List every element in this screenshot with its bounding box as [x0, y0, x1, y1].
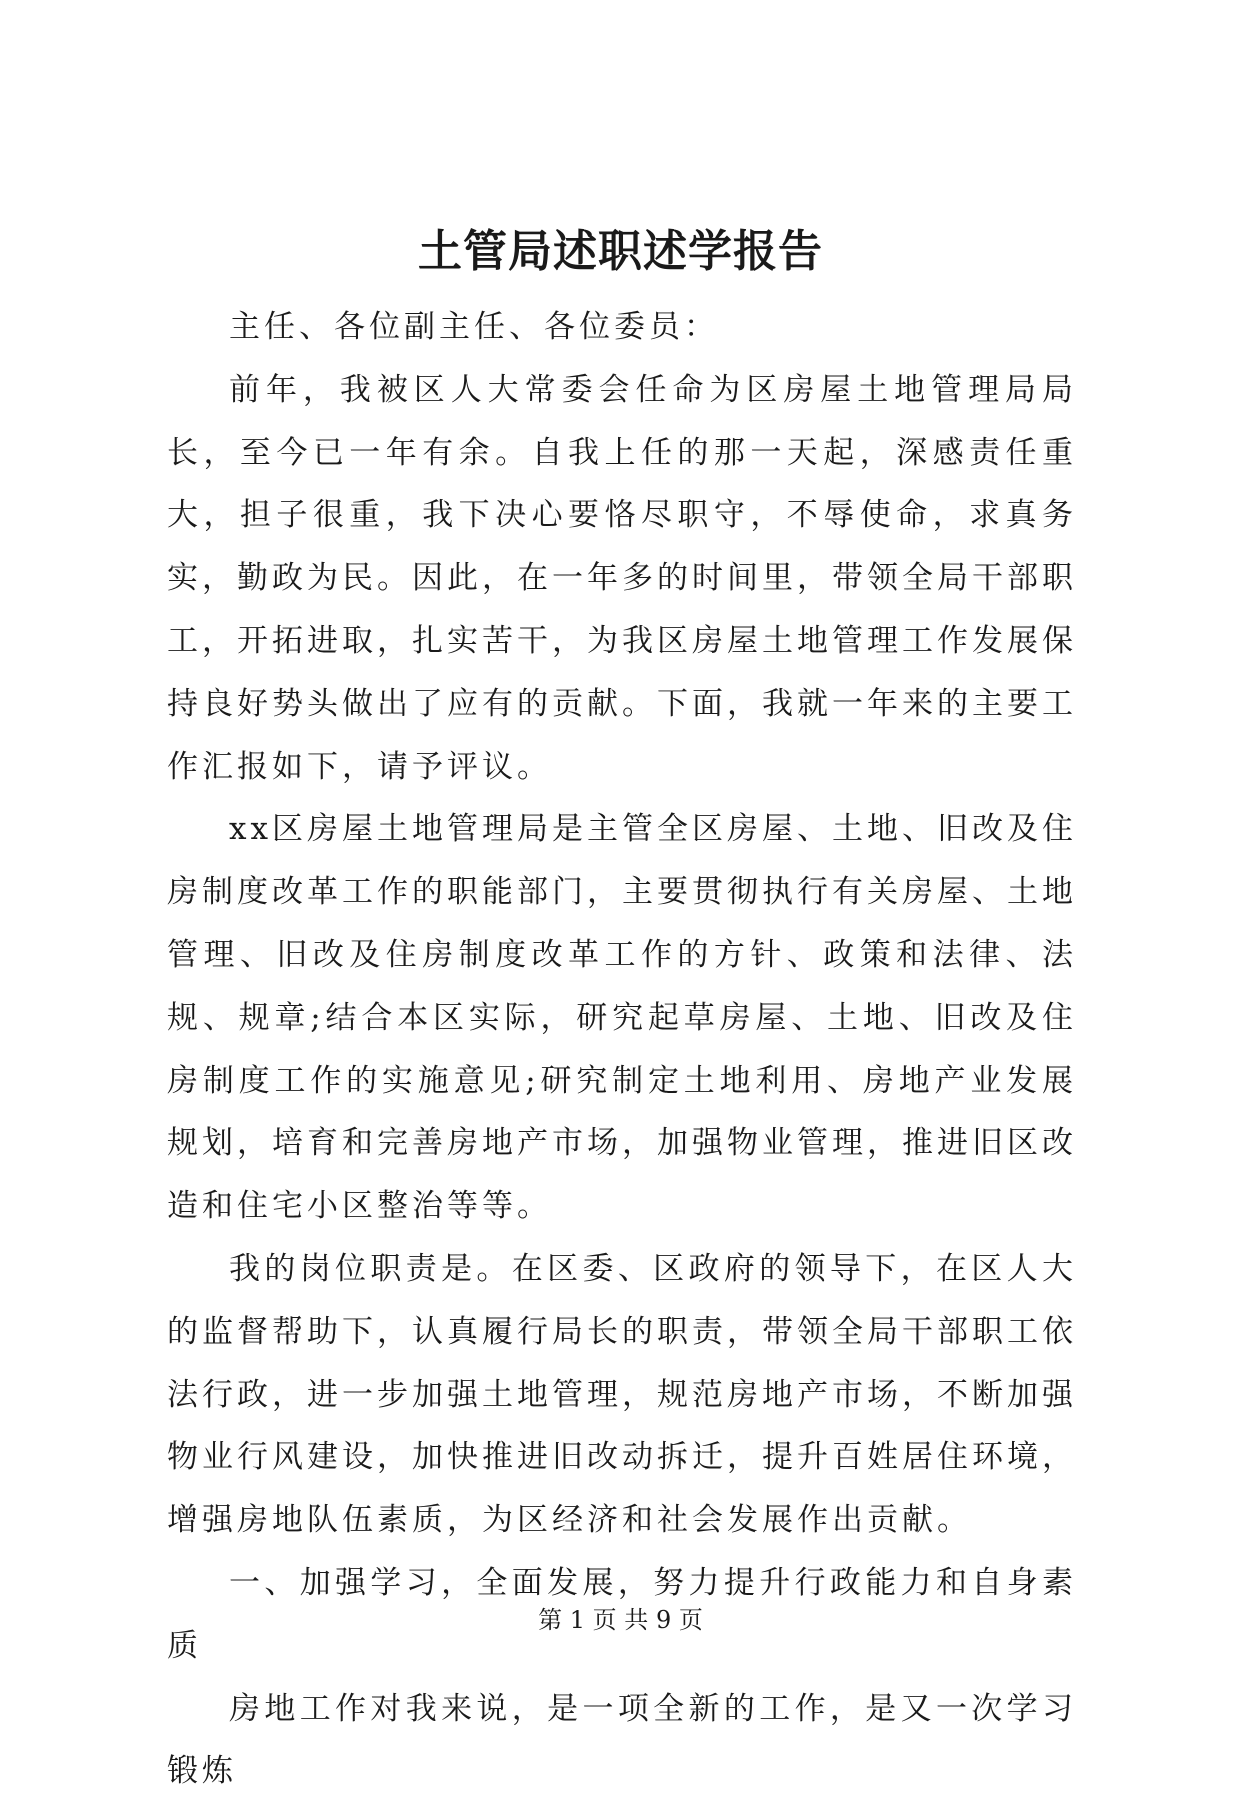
document-title: 土管局述职述学报告	[418, 226, 823, 277]
section-heading-1: 一、加强学习，全面发展，努力提升行政能力和自身素质	[167, 1564, 1077, 1664]
document-body	[167, 296, 1077, 1803]
section-1-paragraph: 房地工作对我来说，是一项全新的工作，是又一次学习锻炼	[167, 1690, 1077, 1790]
page-number-footer: 第 1 页 共 9 页	[538, 1606, 703, 1634]
salutation-paragraph: 主任、各位副主任、各位委员：	[229, 309, 719, 345]
job-responsibility-paragraph: 我的岗位职责是。在区委、区政府的领导下，在区人大的监督帮助下，认真履行局长的职责，带领全局干部职工依法行政，进一步加强土地管理，规范房地产市场，不断加强物业行风建设，加快推进旧改动拆迁，提升百姓居住环境，增强房地队伍素质，为区经济和社会发展作出贡献。	[167, 1250, 1077, 1539]
bureau-duties-paragraph: xx区房屋土地管理局是主管全区房屋、土地、旧改及住房制度改革工作的职能部门，主要贯彻执行有关房屋、土地管理、旧改及住房制度改革工作的方针、政策和法律、法规、规章;结合本区实际，研究起草房屋、土地、旧改及住房制度工作的实施意见;研究制定土地利用、房地产业发展规划，培育和完善房地产市场，加强物业管理，推进旧区改造和住宅小区整治等等。	[167, 811, 1077, 1225]
intro-paragraph: 前年，我被区人大常委会任命为区房屋土地管理局局长，至今已一年有余。自我上任的那一天起，深感责任重大，担子很重，我下决心要恪尽职守，不辱使命，求真务实，勤政为民。因此，在一年多的时间里，带领全局干部职工，开拓进取，扎实苦干，为我区房屋土地管理工作发展保持良好势头做出了应有的贡献。下面，我就一年来的主要工作汇报如下，请予评议。	[167, 371, 1077, 785]
